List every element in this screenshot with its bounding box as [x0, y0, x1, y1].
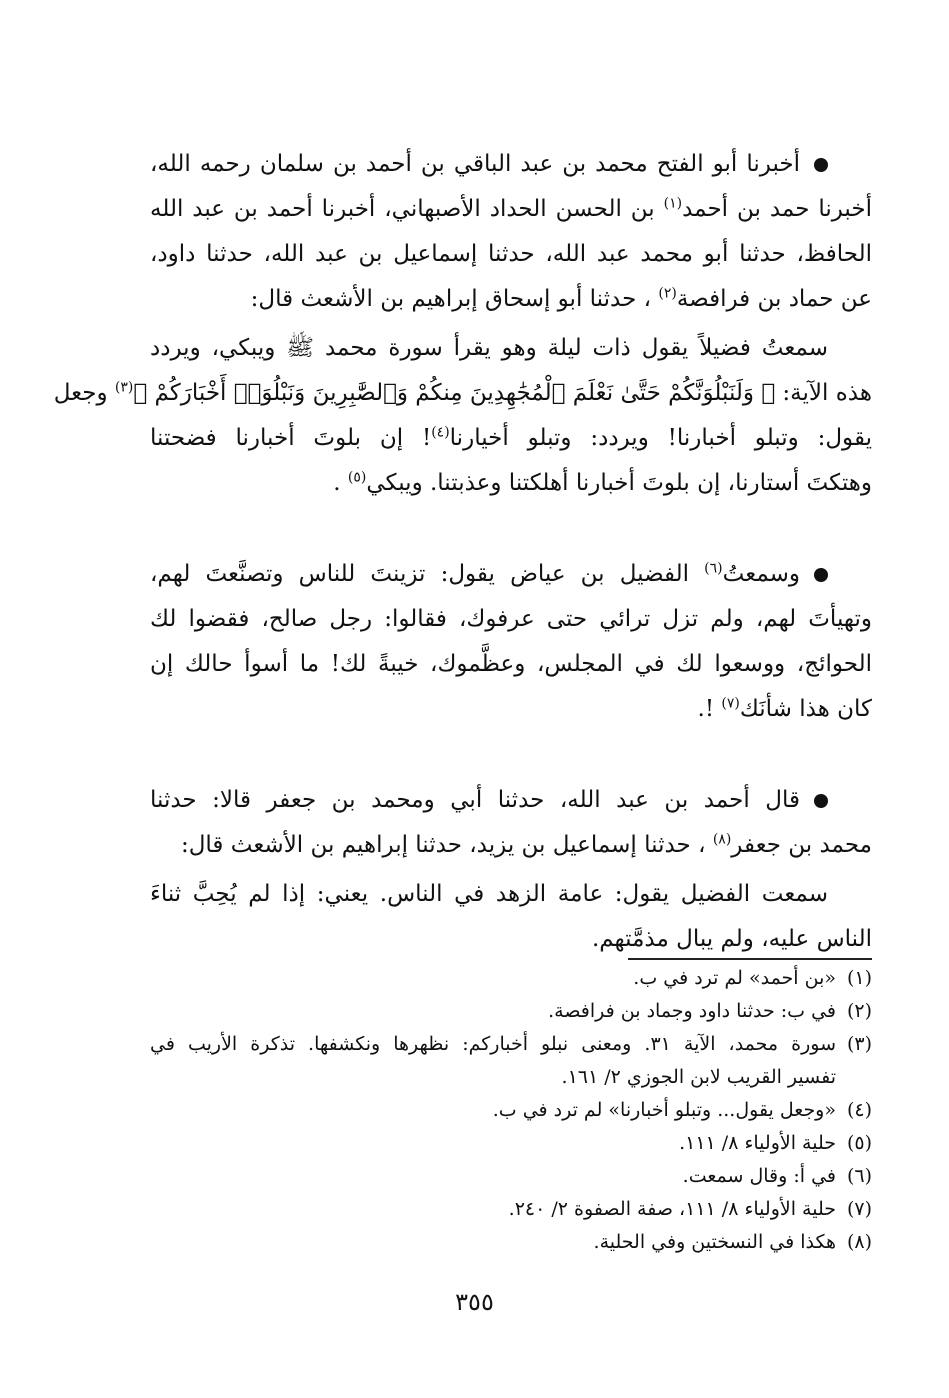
- bullet-icon: [814, 158, 828, 172]
- footnote-3-continued: تفسير القريب لابن الجوزي ٢/ ١٦١.: [561, 1066, 836, 1088]
- bullet-icon: [814, 794, 828, 808]
- main-text: [53, 142, 872, 962]
- text-line: قال أحمد بن عبد الله، حدثنا أبي ومحمد بن جعفر قالا: حدثنا: [150, 778, 872, 823]
- text-line: وهتكتَ أستارنا، إن بلوتَ أخبارنا أهلكتنا وعذبتنا. ويبكي$^{(٥)}$ .: [333, 469, 872, 496]
- footnote-ref-5[interactable]: (٥): [347, 469, 367, 486]
- bullet-icon: [814, 568, 828, 582]
- text-line: محمد بن جعفر$^{(٨)}$ ، حدثنا إسماعيل بن يزيد، حدثنا إبراهيم بن الأشعث قال:: [180, 831, 872, 858]
- footnote-5: (٥)حلية الأولياء ٨/ ١١١.: [679, 1132, 872, 1154]
- footnote-1: (١)«بن أحمد» لم ترد في ب.: [633, 967, 872, 989]
- text-line: يقول: وتبلو أخبارنا! ويردد: وتبلو أخيارنا$^{(٤)}$! إن بلوتَ أخبارنا فضحتنا: [150, 424, 872, 451]
- text-line: عن حماد بن فرافصة$^{(٢)}$ ، حدثنا أبو إسحاق إبراهيم بن الأشعث قال:: [250, 285, 872, 312]
- footnote-ref-3[interactable]: (٣): [114, 379, 134, 396]
- footnote-ref-7[interactable]: (٧): [721, 695, 740, 712]
- footnote-ref-4[interactable]: (٤): [431, 424, 450, 441]
- footnote-3: (٣)سورة محمد، الآية ٣١. ومعنى نبلو أخباركم: نظهرها ونكشفها. تذكرة الأريب في: [150, 1033, 873, 1055]
- paragraph-2: [53, 326, 872, 506]
- footnote-7: (٧)حلية الأولياء ٨/ ١١١، صفة الصفوة ٢/ ٢٤٠.: [508, 1198, 872, 1220]
- footnote-ref-2[interactable]: (٢): [658, 285, 677, 302]
- footnote-ref-6[interactable]: (٦): [704, 560, 723, 577]
- footnote-ref-1[interactable]: (١): [663, 195, 683, 212]
- text-line: الحوائج، ووسعوا لك في المجلس، وعظَّموك، خيبةً لك! ما أسوأ حالك إن: [150, 651, 872, 677]
- footnote-ref-8[interactable]: (٨): [712, 831, 732, 848]
- text-line: الحافظ، حدثنا أبو محمد عبد الله، حدثنا إسماعيل بن عبد الله، حدثنا داود،: [150, 241, 872, 267]
- footnote-2: (٢)في ب: حدثنا داود وجماد بن فرافصة.: [548, 1000, 872, 1022]
- footnote-divider: [628, 958, 872, 960]
- text-line: سمعت الفضيل يقول: عامة الزهد في الناس. يعني: إذا لم يُحِبَّ ثناءَ: [150, 881, 828, 907]
- text-line: هذه الآية: ﴿ وَلَنَبْلُوَنَّكُمْ حَتَّىٰ نَعْلَمَ ٱلْمُجَٰهِدِينَ مِنكُمْ وَٱلصَّٰبِرِينَ وَنَبْلُوَا۟ أَخْبَارَكُمْ ﴾$^{(٣)}$ وجعل: [53, 379, 872, 406]
- page-number: ٣٥٥: [455, 1288, 494, 1316]
- text-line: أخبرنا حمد بن أحمد$^{(١)}$ بن الحسن الحداد الأصبهاني، أخبرنا أحمد بن عبد الله: [150, 195, 872, 222]
- quran-verse: هذه الآية: ﴿ وَلَنَبْلُوَنَّكُمْ حَتَّىٰ نَعْلَمَ ٱلْمُجَٰهِدِينَ مِنكُمْ وَٱلصَّٰبِرِينَ وَنَبْلُوَا۟ أَخْبَارَكُمْ ﴾: [133, 380, 872, 406]
- paragraph-3: [150, 552, 872, 732]
- footnote-8: (٨)هكذا في النسختين وفي الحلية.: [593, 1231, 872, 1253]
- paragraph-4: [150, 778, 872, 868]
- footnote-4: (٤)«وجعل يقول... وتبلو أخبارنا» لم ترد في ب.: [492, 1099, 872, 1121]
- footnote-6: (٦)في أ: وقال سمعت.: [682, 1165, 872, 1187]
- paragraph-1: [150, 142, 872, 322]
- footnotes: [150, 962, 872, 1259]
- text-line: سمعتُ فضيلاً يقول ذات ليلة وهو يقرأ سورة محمد ﷺ ويبكي، ويردد: [150, 335, 828, 361]
- text-line: وتهيأتَ لهم، ولم تزل ترائي حتى عرفوك، فقالوا: رجل صالح، فقضوا لك: [150, 606, 872, 632]
- text-line: الناس عليه، ولم يبال مذمَّتهم.: [591, 926, 872, 952]
- paragraph-5: [150, 872, 872, 962]
- text-line: كان هذا شأنَك$^{(٧)}$ !.: [697, 695, 872, 722]
- text-line: وسمعتُ$^{(٦)}$ الفضيل بن عياض يقول: تزينتَ للناس وتصنَّعتَ لهم،: [150, 552, 872, 597]
- text-line: أخبرنا أبو الفتح محمد بن عبد الباقي بن أحمد بن سلمان رحمه الله،: [150, 142, 872, 187]
